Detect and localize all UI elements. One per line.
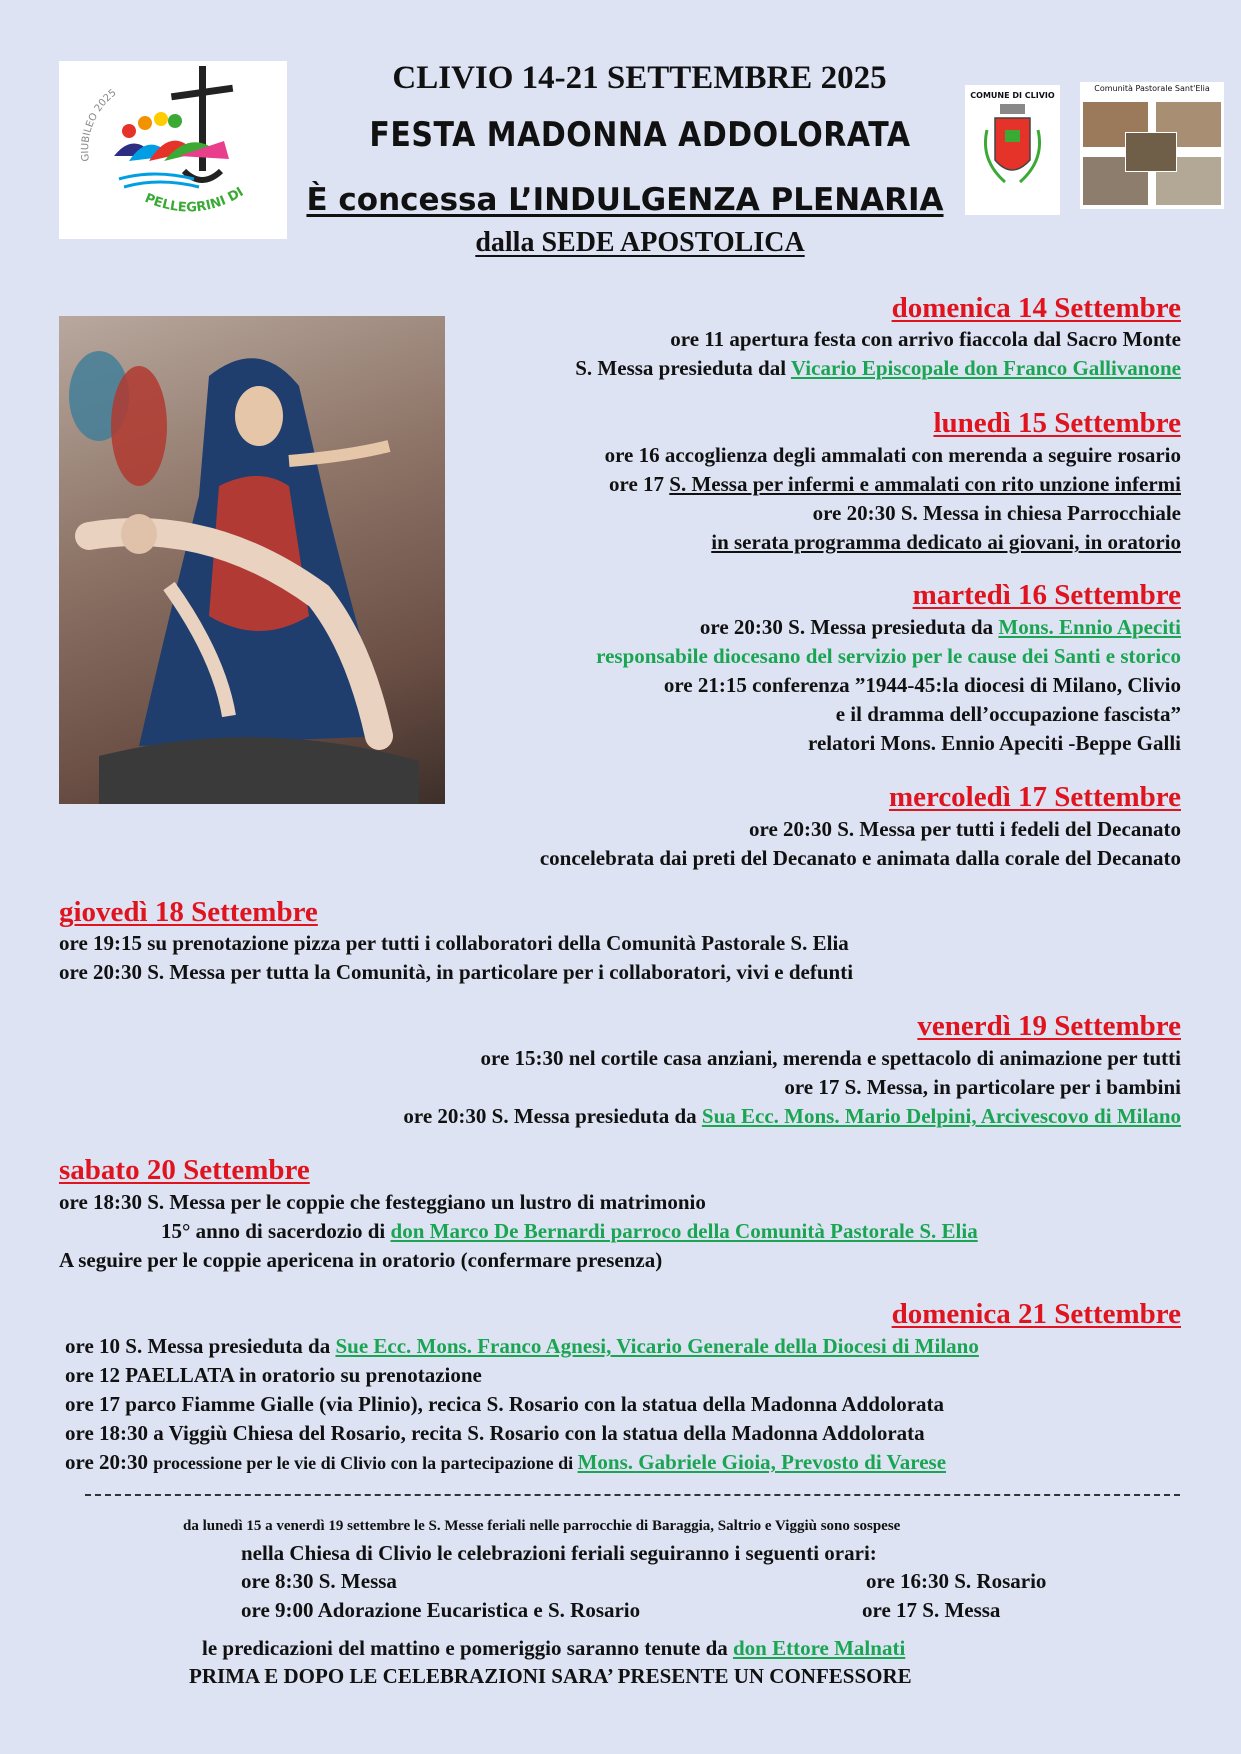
preaching-line (202, 1634, 905, 1663)
day16-line4: e il dramma dell’occupazione fascista” (835, 702, 1181, 726)
day19-line3-pre: ore 20:30 S. Messa presieduta da (403, 1104, 702, 1128)
jubilee-bottom-text: PELLEGRINI DI (142, 184, 247, 216)
day15-line3: ore 20:30 S. Messa in chiesa Parrocchiale (812, 501, 1181, 525)
schedule-item-1: ore 8:30 S. Messa (241, 1569, 397, 1593)
schedule-item-3: ore 9:00 Adorazione Eucaristica e S. Rosario (241, 1598, 641, 1622)
day16-line5: relatori Mons. Ennio Apeciti -Beppe Galli (808, 731, 1181, 755)
day21-line5 (65, 1448, 946, 1478)
comune-logo (965, 85, 1060, 215)
preaching-pre: le predicazioni del mattino e pomeriggio saranno tenute da (202, 1636, 733, 1660)
footer-intro: nella Chiesa di Clivio le celebrazioni feriali seguiranno i seguenti orari: (241, 1541, 877, 1565)
jubilee-top-text: GIUBILEO 2025 (80, 87, 119, 162)
day14-line2 (575, 354, 1181, 383)
svg-text:GIUBILEO 2025 (80, 87, 118, 162)
day-title-21: domenica 21 Settembre (891, 1298, 1181, 1330)
day-title-16: martedì 16 Settembre (912, 579, 1181, 611)
day20-celebrant-link: don Marco De Bernardi parroco della Comunità Pastorale S. Elia (390, 1219, 978, 1243)
day16-celebrant-link: Mons. Ennio Apeciti (998, 615, 1181, 639)
day15-line2-pre: ore 17 (609, 472, 670, 496)
day15-line2 (609, 470, 1181, 499)
day14-line1: ore 11 apertura festa con arrivo fiaccola dal Sacro Monte (670, 327, 1181, 351)
day15-line4: in serata programma dedicato ai giovani, in oratorio (711, 530, 1181, 554)
day18-line2: ore 20:30 S. Messa per tutta la Comunità, in particolare per i collaboratori, vivi e defunti (59, 960, 854, 984)
day19-line1: ore 15:30 nel cortile casa anziani, merenda e spettacolo di animazione per tutti (480, 1046, 1181, 1070)
indulgence-heading: È concessa L’INDULGENZA PLENARIA (306, 182, 944, 218)
comune-logo-text: COMUNE DI CLIVIO (970, 91, 1055, 100)
day-title-17: mercoledì 17 Settembre (888, 781, 1181, 813)
apostolic-heading: dalla SEDE APOSTOLICA (475, 227, 805, 258)
day16-line1 (700, 613, 1181, 642)
schedule-item-2: ore 16:30 S. Rosario (866, 1569, 1047, 1593)
day21-line5-small: processione per le vie di Clivio con la partecipazione di (153, 1453, 578, 1473)
day-title-15: lunedì 15 Settembre (933, 407, 1181, 439)
day21-line5-pre: ore 20:30 (65, 1450, 154, 1474)
day14-celebrant-link: Vicario Episcopale don Franco Gallivanone (790, 356, 1181, 380)
day16-line3: ore 21:15 conferenza ”1944-45:la diocesi di Milano, Clivio (663, 673, 1181, 697)
coat-of-arms-icon (965, 100, 1060, 210)
day16-line2: responsabile diocesano del servizio per le cause dei Santi e storico (596, 644, 1181, 668)
day21-celebrant-link: Sue Ecc. Mons. Franco Agnesi, Vicario Generale della Diocesi di Milano (335, 1334, 979, 1358)
page-subtitle: FESTA MADONNA ADDOLORATA (369, 115, 911, 156)
jubilee-logo-graphic (59, 61, 287, 239)
day18-line1: ore 19:15 su prenotazione pizza per tutti i collaboratori della Comunità Pastorale S. Elia (59, 931, 849, 955)
jubilee-logo (59, 61, 287, 239)
schedule-item-4: ore 17 S. Messa (862, 1598, 1001, 1622)
day-title-14: domenica 14 Settembre (891, 292, 1181, 324)
day17-line2: concelebrata dai preti del Decanato e animata dalla corale del Decanato (539, 846, 1181, 870)
dashed-divider (85, 1494, 1180, 1496)
confessor-line: PRIMA E DOPO LE CELEBRAZIONI SARA’ PRESENTE UN CONFESSORE (189, 1664, 912, 1688)
day20-line2-pre: 15° anno di sacerdozio di (161, 1219, 391, 1243)
day21-line4: ore 18:30 a Viggiù Chiesa del Rosario, recita S. Rosario con la statua della Madonna Addolorata (65, 1421, 925, 1445)
day19-line2: ore 17 S. Messa, in particolare per i bambini (784, 1075, 1181, 1099)
day20-line2 (161, 1217, 978, 1246)
pieta-statue-graphic (59, 316, 445, 804)
preacher-link: don Ettore Malnati (733, 1636, 906, 1660)
comunita-logo (1080, 82, 1224, 209)
day21-line1 (65, 1332, 979, 1361)
day14-line2-pre: S. Messa presieduta dal (575, 356, 791, 380)
day20-line1: ore 18:30 S. Messa per le coppie che festeggiano un lustro di matrimonio (59, 1190, 706, 1214)
day15-line2-underlined: S. Messa per infermi e ammalati con rito unzione infermi (669, 472, 1181, 496)
day-title-18: giovedì 18 Settembre (59, 896, 318, 928)
day19-line3 (403, 1102, 1181, 1131)
pieta-image (59, 316, 445, 804)
day21-celebrant-link-2: Mons. Gabriele Gioia, Prevosto di Varese (577, 1450, 947, 1474)
day21-line1-pre: ore 10 S. Messa presieduta da (65, 1334, 336, 1358)
day21-line3: ore 17 parco Fiamme Gialle (via Plinio), recica S. Rosario con la statua della Madonna Addolorata (65, 1392, 945, 1416)
footer-note: da lunedì 15 a venerdì 19 settembre le S. Messe feriali nelle parrocchie di Baraggia, Saltrio e Viggiù sono sospese (183, 1518, 901, 1534)
day21-line2: ore 12 PAELLATA in oratorio su prenotazione (65, 1363, 482, 1387)
day20-line3: A seguire per le coppie apericena in oratorio (confermare presenza) (59, 1248, 663, 1272)
day16-line1-pre: ore 20:30 S. Messa presieduta da (699, 615, 999, 639)
day19-celebrant-link: Sua Ecc. Mons. Mario Delpini, Arcivescovo di Milano (701, 1104, 1181, 1128)
day17-line1: ore 20:30 S. Messa per tutti i fedeli del Decanato (749, 817, 1181, 841)
day-title-20: sabato 20 Settembre (59, 1154, 310, 1186)
page-title: CLIVIO 14-21 SETTEMBRE 2025 (392, 60, 887, 96)
day15-line1: ore 16 accoglienza degli ammalati con merenda a seguire rosario (604, 443, 1181, 467)
day-title-19: venerdì 19 Settembre (917, 1010, 1181, 1042)
comunita-logo-text: Comunità Pastorale Sant'Elia (1094, 84, 1210, 93)
